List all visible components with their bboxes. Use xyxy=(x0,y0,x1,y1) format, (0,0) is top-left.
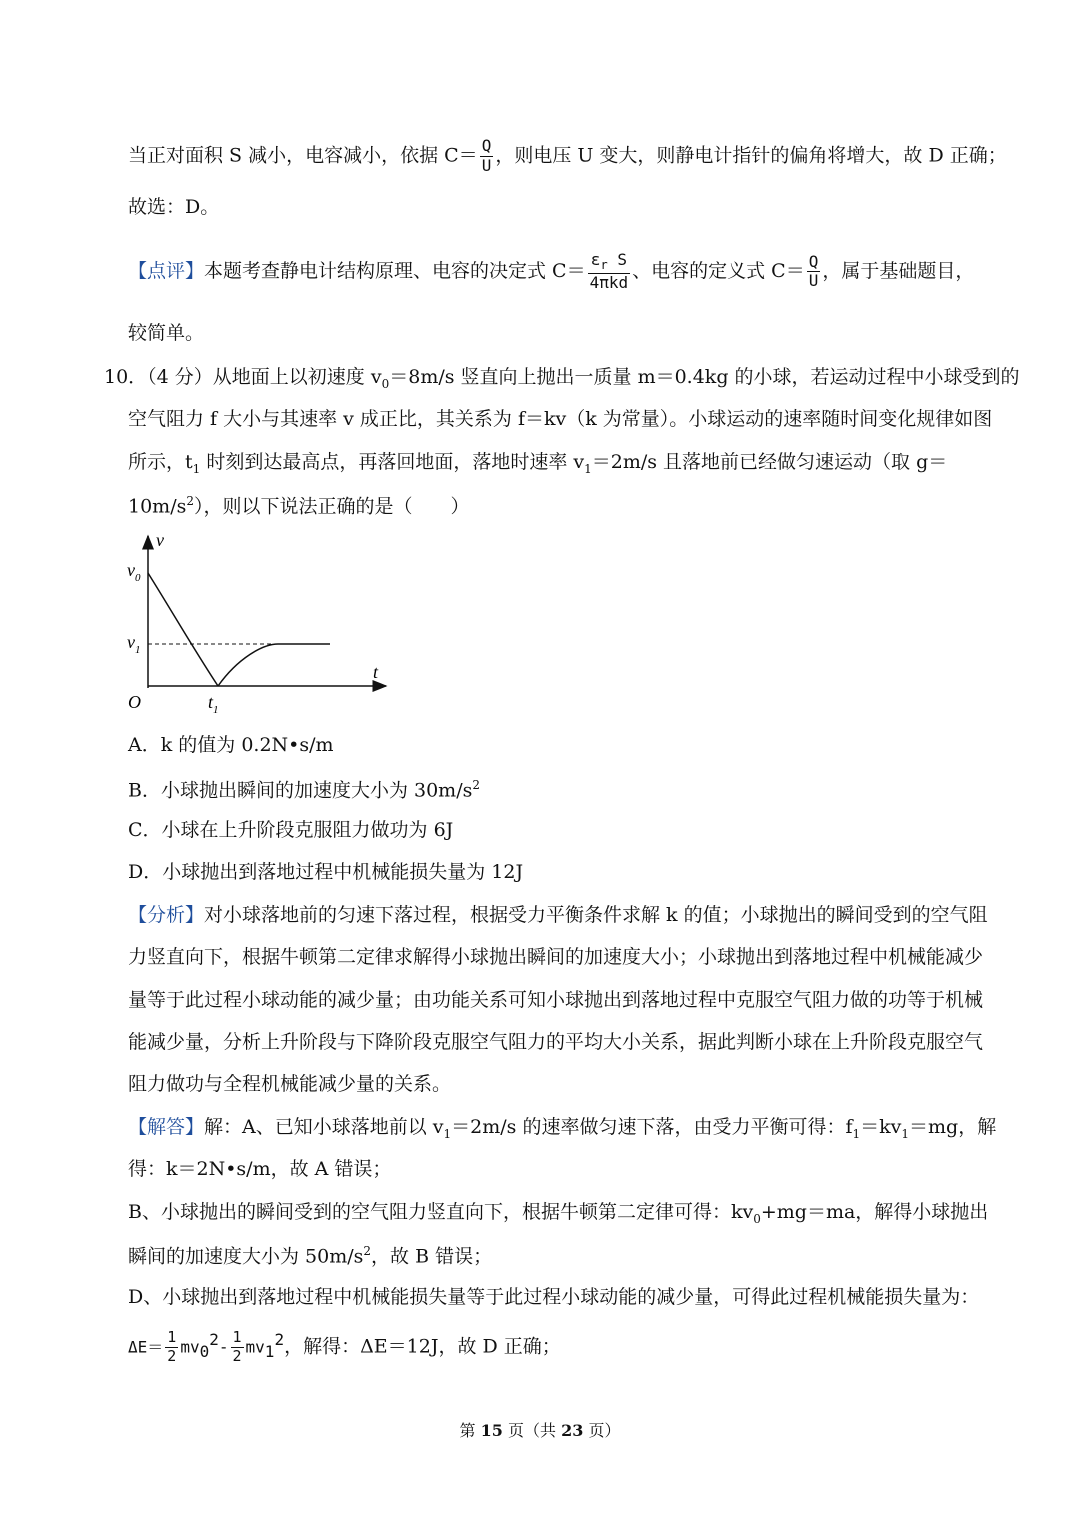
v0-label: $v_0$ xyxy=(127,560,141,584)
fraction: $\frac{Q}{U}$ xyxy=(481,136,492,175)
analysis-line: 阻力做功与全程机械能减少量的关系。 xyxy=(128,1073,452,1095)
comment-line: 【点评】本题考查静电计结构原理、电容的决定式 C＝ $\frac{\varepsilon_r S}{\text{4πkd}}$ 、电容的定义式 C＝ $\frac{Q}{U}$ ，属于基础题目， xyxy=(128,250,975,292)
t-axis-label: t xyxy=(373,662,379,682)
page-total: 23 xyxy=(561,1421,584,1440)
text-line: 故选：D。 xyxy=(128,196,220,218)
question-line: $10m/s^2$），则以下说法正确的是（ ） xyxy=(128,494,470,518)
question-line: 空气阻力 f 大小与其速率 v 成正比，其关系为 f＝kv（k 为常量）。小球运动的速率随时间变化规律如图 xyxy=(128,408,993,430)
option-d: D．小球抛出到落地过程中机械能损失量为 12J xyxy=(128,861,524,883)
falling-curve xyxy=(218,644,330,686)
fraction: $\frac{1}{2}$ xyxy=(232,1328,242,1365)
page-footer: 第 15 页（共 23 页） xyxy=(459,1421,621,1440)
option-a: A．k 的值为 0.2N•s/m xyxy=(128,734,334,756)
analysis-line: 量等于此过程小球动能的减少量；由功能关系可知小球抛出到落地过程中克服空气阻力做的功等于机械 xyxy=(128,989,984,1011)
fraction: $\frac{1}{2}$ xyxy=(167,1328,177,1365)
analysis-line: 【分析】对小球落地前的匀速下落过程，根据受力平衡条件求解 k 的值；小球抛出的瞬间受到的空气阻 xyxy=(128,904,988,926)
v-axis-label: v xyxy=(156,530,164,550)
option-c: C．小球在上升阶段克服阻力做功为 6J xyxy=(128,819,454,841)
rising-curve xyxy=(148,573,218,686)
answer-line: D、小球抛出到落地过程中机械能损失量等于此过程小球动能的减少量，可得此过程机械能损失量为： xyxy=(128,1286,980,1308)
answer-line: ΔE＝ $\frac{1}{2}$ $mv_0^2-$ $\frac{1}{2}$ $mv_1^2$，解得：ΔE＝12J，故 D 正确； xyxy=(128,1328,561,1365)
t1-label: $t_1$ xyxy=(208,692,219,716)
question-line: 10．（4 分）从地面上以初速度 $v_0=8m/s$ 竖直向上抛出一质量 m＝0.4kg 的小球，若运动过程中小球受到的 xyxy=(104,366,1020,391)
fraction: $\frac{\varepsilon_r S}{\text{4πkd}}$ xyxy=(589,250,629,292)
option-b: B．小球抛出瞬间的加速度大小为 $30m/s^2$ xyxy=(128,778,480,802)
answer-line: 【解答】解：A、已知小球落地前以 $v_1=2m/s$ 的速率做匀速下落，由受力平衡可得：$f_1=kv_1=mg$，解 xyxy=(128,1116,997,1141)
comment-tag: 【点评】 xyxy=(128,259,205,282)
question-line: 所示，$t_1$ 时刻到达最高点，再落回地面，落地时速率 $v_1=2m/s$ 且落地前已经做匀速运动（取 g＝ xyxy=(128,451,948,476)
origin-label: O xyxy=(128,692,141,712)
velocity-time-graph xyxy=(118,528,398,718)
v1-label: $v_1$ xyxy=(127,632,141,656)
answer-line: 瞬间的加速度大小为 $50m/s^2$，故 B 错误； xyxy=(128,1244,493,1268)
page-number: 15 xyxy=(480,1421,503,1440)
answer-line: B、小球抛出的瞬间受到的空气阻力竖直向下，根据牛顿第二定律可得：$kv_0+mg=ma$，解得小球抛出 xyxy=(128,1201,989,1226)
analysis-line: 能减少量，分析上升阶段与下降阶段克服空气阻力的平均大小关系，据此判断小球在上升阶段克服空气 xyxy=(128,1031,984,1053)
analysis-line: 力竖直向下，根据牛顿第二定律求解得小球抛出瞬间的加速度大小；小球抛出到落地过程中机械能减少 xyxy=(128,946,984,968)
fraction: $\frac{Q}{U}$ xyxy=(808,251,819,291)
answer-line: 得：k＝2N•s/m，故 A 错误； xyxy=(128,1158,392,1180)
analysis-tag: 【分析】 xyxy=(128,904,205,926)
answer-tag: 【解答】 xyxy=(128,1116,205,1138)
text-line: 较简单。 xyxy=(128,322,205,344)
text-line: 当正对面积 S 减小，电容减小，依据 C＝ $\frac{Q}{U}$ ，则电压 U 变大，则静电计指针的偏角将增大，故 D 正确； xyxy=(128,136,1007,175)
